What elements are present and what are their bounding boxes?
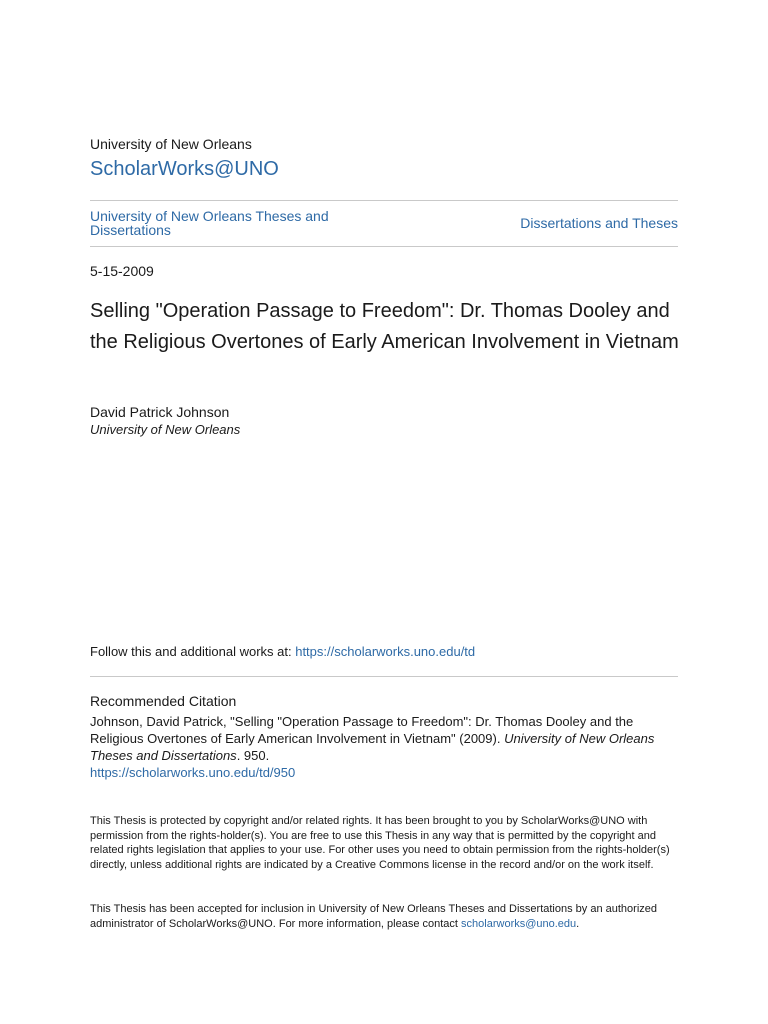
citation-link[interactable]: https://scholarworks.uno.edu/td/950 [90,765,296,780]
author-name: David Patrick Johnson [90,404,230,420]
collection-link[interactable]: University of New Orleans Theses and Dissertations [90,208,329,238]
rights-statement: This Thesis is protected by copyright and/or related rights. It has been brought to you by ScholarWorks@UNO with permission from the rights-holder(s). You are free to use this Thesis in any way that is permitted by the copyright and related rights legislation that applies to your use. For other uses you need to obtain permission from the rights-holder(s) directly, unless additional rights are indicated by a Creative Commons license in the record and/or on the work itself. [90,815,670,871]
nav-divider [90,246,678,247]
department-link[interactable]: Dissertations and Theses [520,215,678,231]
repository-link[interactable]: ScholarWorks@UNO [90,158,279,180]
citation-body: Johnson, David Patrick, "Selling "Operation Passage to Freedom": Dr. Thomas Dooley and the Religious Overtones of Early American Involvement in Vietnam" (2009). [90,714,634,746]
follow-text: Follow this and additional works at: [90,644,296,659]
follow-line [90,644,475,659]
citation-series: University of New Orleans Theses and Dissertations [90,731,655,763]
contact-email-link[interactable]: scholarworks@uno.edu [461,917,577,930]
citation-heading: Recommended Citation [90,693,237,709]
acceptance-text: This Thesis has been accepted for inclusion in University of New Orleans Theses and Dissertations by an authorized administrator of ScholarWorks@UNO. For more information, please contact [90,903,657,930]
acceptance-statement [90,902,680,931]
citation-number: . 950. [236,748,270,763]
institution-name: University of New Orleans [90,136,252,152]
citation-block [90,713,680,781]
acceptance-end: . [576,917,580,930]
publication-date: 5-15-2009 [90,263,154,279]
author-affiliation: University of New Orleans [90,422,241,437]
citation-divider [90,676,678,677]
paper-title: Selling "Operation Passage to Freedom": Dr. Thomas Dooley and the Religious Overtones of Early American Involvement in Vietnam [90,300,679,353]
top-divider [90,200,678,201]
follow-link[interactable]: https://scholarworks.uno.edu/td [295,644,476,659]
